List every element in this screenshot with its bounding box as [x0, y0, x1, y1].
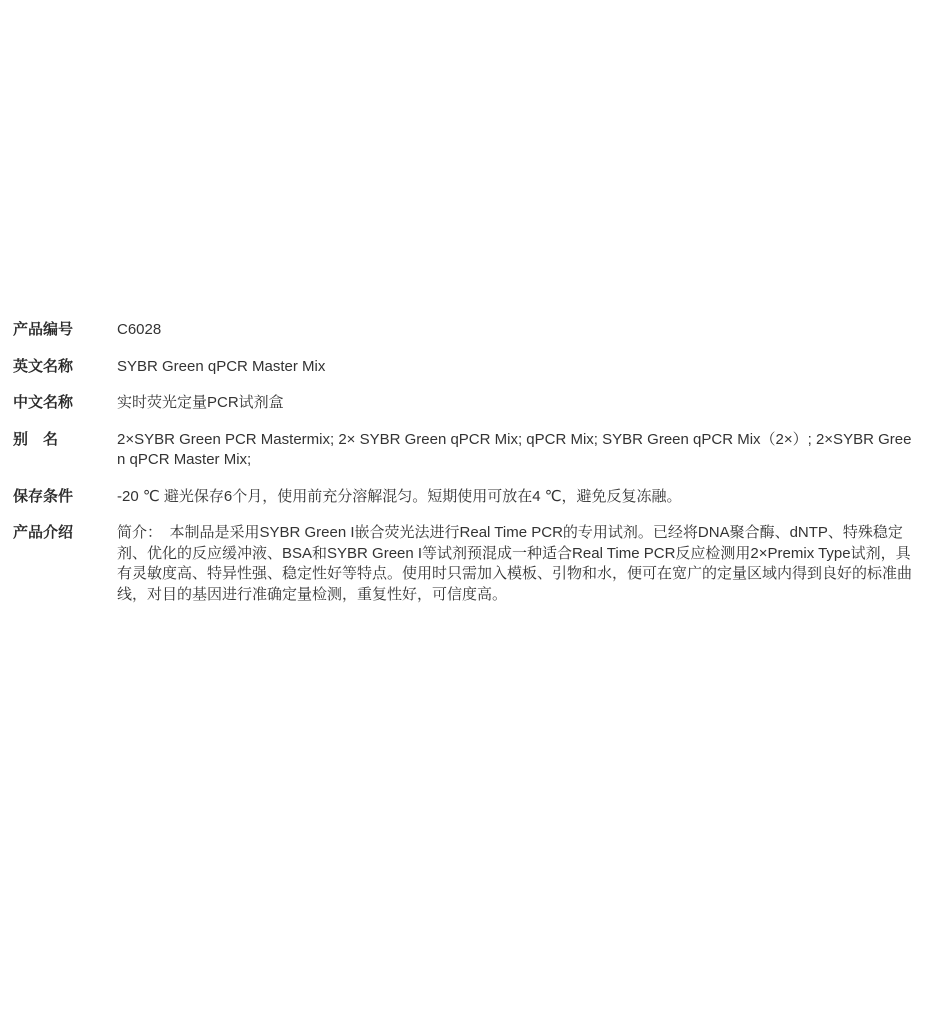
alias-value: 2×SYBR Green PCR Mastermix; 2× SYBR Green qPCR Mix; qPCR Mix; SYBR Green qPCR Mix（2×）; 2×SYBR Green qPCR Master Mix;	[117, 430, 912, 468]
info-row-storage-conditions	[13, 487, 919, 508]
chinese-name-label: 中文名称	[13, 394, 74, 411]
product-info-table	[13, 320, 919, 605]
info-row-alias	[13, 430, 919, 471]
product-code-label: 产品编号	[13, 321, 74, 338]
product-description-label: 产品介绍	[13, 524, 74, 541]
english-name-value: SYBR Green qPCR Master Mix	[117, 357, 326, 375]
storage-conditions-label: 保存条件	[13, 487, 74, 505]
info-row-english-name	[13, 357, 919, 378]
info-row-product-description	[13, 523, 919, 605]
info-row-chinese-name	[13, 393, 919, 414]
english-name-label: 英文名称	[13, 357, 74, 375]
chinese-name-value: 实时荧光定量PCR试剂盒	[117, 394, 284, 411]
storage-conditions-value: -20 ℃ 避光保存6个月，使用前充分溶解混匀。短期使用可放在4 ℃，避免反复冻融。	[117, 487, 682, 505]
info-row-product-code	[13, 320, 919, 341]
product-description-value: 简介： 本制品是采用SYBR Green I嵌合荧光法进行Real Time PCR的专用试剂。已经将DNA聚合酶、dNTP、特殊稳定剂、优化的反应缓冲液、BSA和SYBR Green I等试剂预混成一种适合Real Time PCR反应检测用2×Premix Type试剂，具有灵敏度高、特异性强、稳定性好等特点。使用时只需加入模板、引物和水，便可在宽广的定量区域内得到良好的标准曲线，对目的基因进行准确定量检测，重复性好，可信度高。	[117, 524, 913, 603]
alias-label: 别 名	[13, 430, 59, 448]
product-code-value: C6028	[117, 321, 162, 338]
